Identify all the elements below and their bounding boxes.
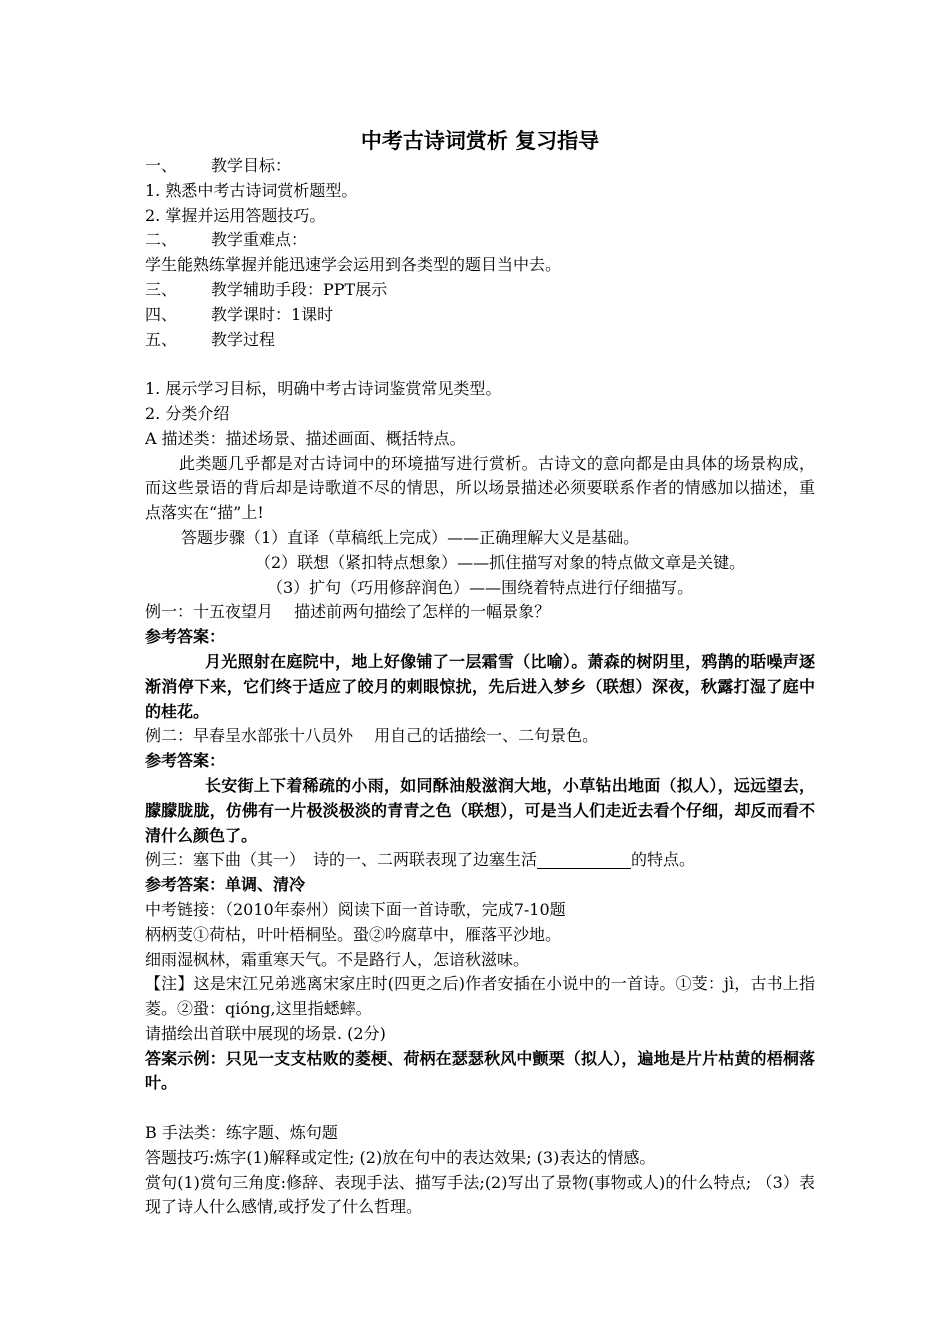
sample-answer: 答案示例：只见一支支枯败的菱梗、荷柄在瑟瑟秋风中颤栗（拟人），遍地是片片枯黄的梧桐落叶。 — [145, 1048, 815, 1093]
type-a-intro: 此类题几乎都是对古诗词中的环境描写进行赏析。古诗文的意向都是由具体的场景构成，而这些景语的背后却是诗歌道不尽的情思，所以场景描述必须要联系作者的情感加以描述，重点落实在“描”上! — [145, 453, 815, 523]
goal-item: 2. 掌握并运用答题技巧。 — [145, 205, 326, 225]
example-question: 例二：早春呈水部张十八员外 用自己的话描绘一、二句景色。 — [145, 726, 599, 746]
question-text: 的特点。 — [631, 850, 696, 870]
section-heading — [145, 328, 815, 353]
exam-link: 中考链接：（2010年泰州）阅读下面一首诗歌，完成7-10题 — [145, 899, 566, 919]
question-text: 例三：塞下曲（其一） 诗的一、二两联表现了边塞生活 — [145, 850, 538, 870]
section-text: 教学过程 — [211, 329, 276, 349]
fill-blank — [537, 851, 631, 869]
poem-note: 【注】这是宋江兄弟逃离宋家庄时(四更之后)作者安插在小说中的一首诗。①芰：jì，古书上指菱。②蛩：qióng,这里指蟋蟀。 — [145, 974, 815, 1019]
section-text: 教学辅助手段：PPT展示 — [211, 279, 388, 299]
section-heading — [145, 303, 815, 328]
section-text: 教学课时：1课时 — [211, 304, 334, 324]
section-heading — [145, 154, 815, 179]
process-item: 2. 分类介绍 — [145, 403, 230, 423]
document-body — [145, 128, 815, 1220]
section-number: 二、 — [145, 230, 178, 250]
example-question: 例一：十五夜望月 描述前两句描绘了怎样的一幅景象？ — [145, 602, 551, 622]
section-heading — [145, 278, 815, 303]
section-number: 一、 — [145, 156, 178, 175]
type-b-sentence: 赏句(1)赏句三角度:修辞、表现手法、描写手法;(2)写出了景物(事物或人)的什么特点; （3）表现了诗人什么感情,或抒发了什么哲理。 — [145, 1172, 815, 1217]
section-heading — [145, 228, 815, 253]
spacer — [145, 352, 815, 377]
process-item: 1. 展示学习目标，明确中考古诗词鉴赏常见类型。 — [145, 379, 502, 399]
answer-step: （2）联想（紧扣特点想象）——抓住描写对象的特点做文章是关键。 — [255, 552, 746, 572]
type-a-heading: A 描述类：描述场景、描述画面、概括特点。 — [145, 428, 466, 448]
spacer — [145, 1096, 815, 1121]
type-b-skill: 答题技巧:炼字(1)解释或定性; (2)放在句中的表达效果; (3)表达的情感。 — [145, 1147, 656, 1167]
example-question — [145, 848, 815, 873]
exam-task: 请描绘出首联中展现的场景. (2分) — [145, 1023, 386, 1043]
answer-step: （3）扩句（巧用修辞润色）——围绕着特点进行仔细描写。 — [267, 577, 694, 597]
section-text: 教学重难点： — [211, 230, 308, 250]
example-answer: 月光照射在庭院中，地上好像铺了一层霜雪（比喻）。萧森的树阴里，鸦鹊的聒噪声逐渐消停下来，它们终于适应了皎月的刺眼惊扰，先后进入梦乡（联想）深夜，秋露打湿了庭中的桂花。 — [145, 651, 815, 721]
answer-label: 参考答案： — [145, 627, 226, 647]
example-answer: 参考答案：单调、清冷 — [145, 875, 306, 895]
section-number: 五、 — [145, 329, 178, 349]
poem-line: 细雨湿枫林，霜重寒天气。不是路行人，怎谙秋滋味。 — [145, 949, 530, 969]
goal-item: 1. 熟悉中考古诗词赏析题型。 — [145, 180, 358, 200]
section-number: 四、 — [145, 304, 178, 324]
answer-step: 答题步骤（1）直译（草稿纸上完成）——正确理解大义是基础。 — [181, 527, 640, 547]
answer-label: 参考答案： — [145, 751, 226, 771]
poem-line: 柄柄芰①荷枯，叶叶梧桐坠。蛩②吟腐草中，雁落平沙地。 — [145, 924, 562, 944]
section-number: 三、 — [145, 279, 178, 299]
page-title: 中考古诗词赏析 复习指导 — [360, 129, 600, 153]
type-b-heading: B 手法类：练字题、炼句题 — [145, 1123, 338, 1143]
example-answer: 长安街上下着稀疏的小雨，如同酥油般滋润大地，小草钻出地面（拟人），远远望去，朦朦胧胧，仿佛有一片极淡极淡的青青之色（联想），可是当人们走近去看个仔细，却反而看不清什么颜色了。 — [145, 775, 815, 845]
difficulty-text: 学生能熟练掌握并能迅速学会运用到各类型的题目当中去。 — [145, 255, 562, 275]
section-text: 教学目标： — [211, 156, 292, 175]
